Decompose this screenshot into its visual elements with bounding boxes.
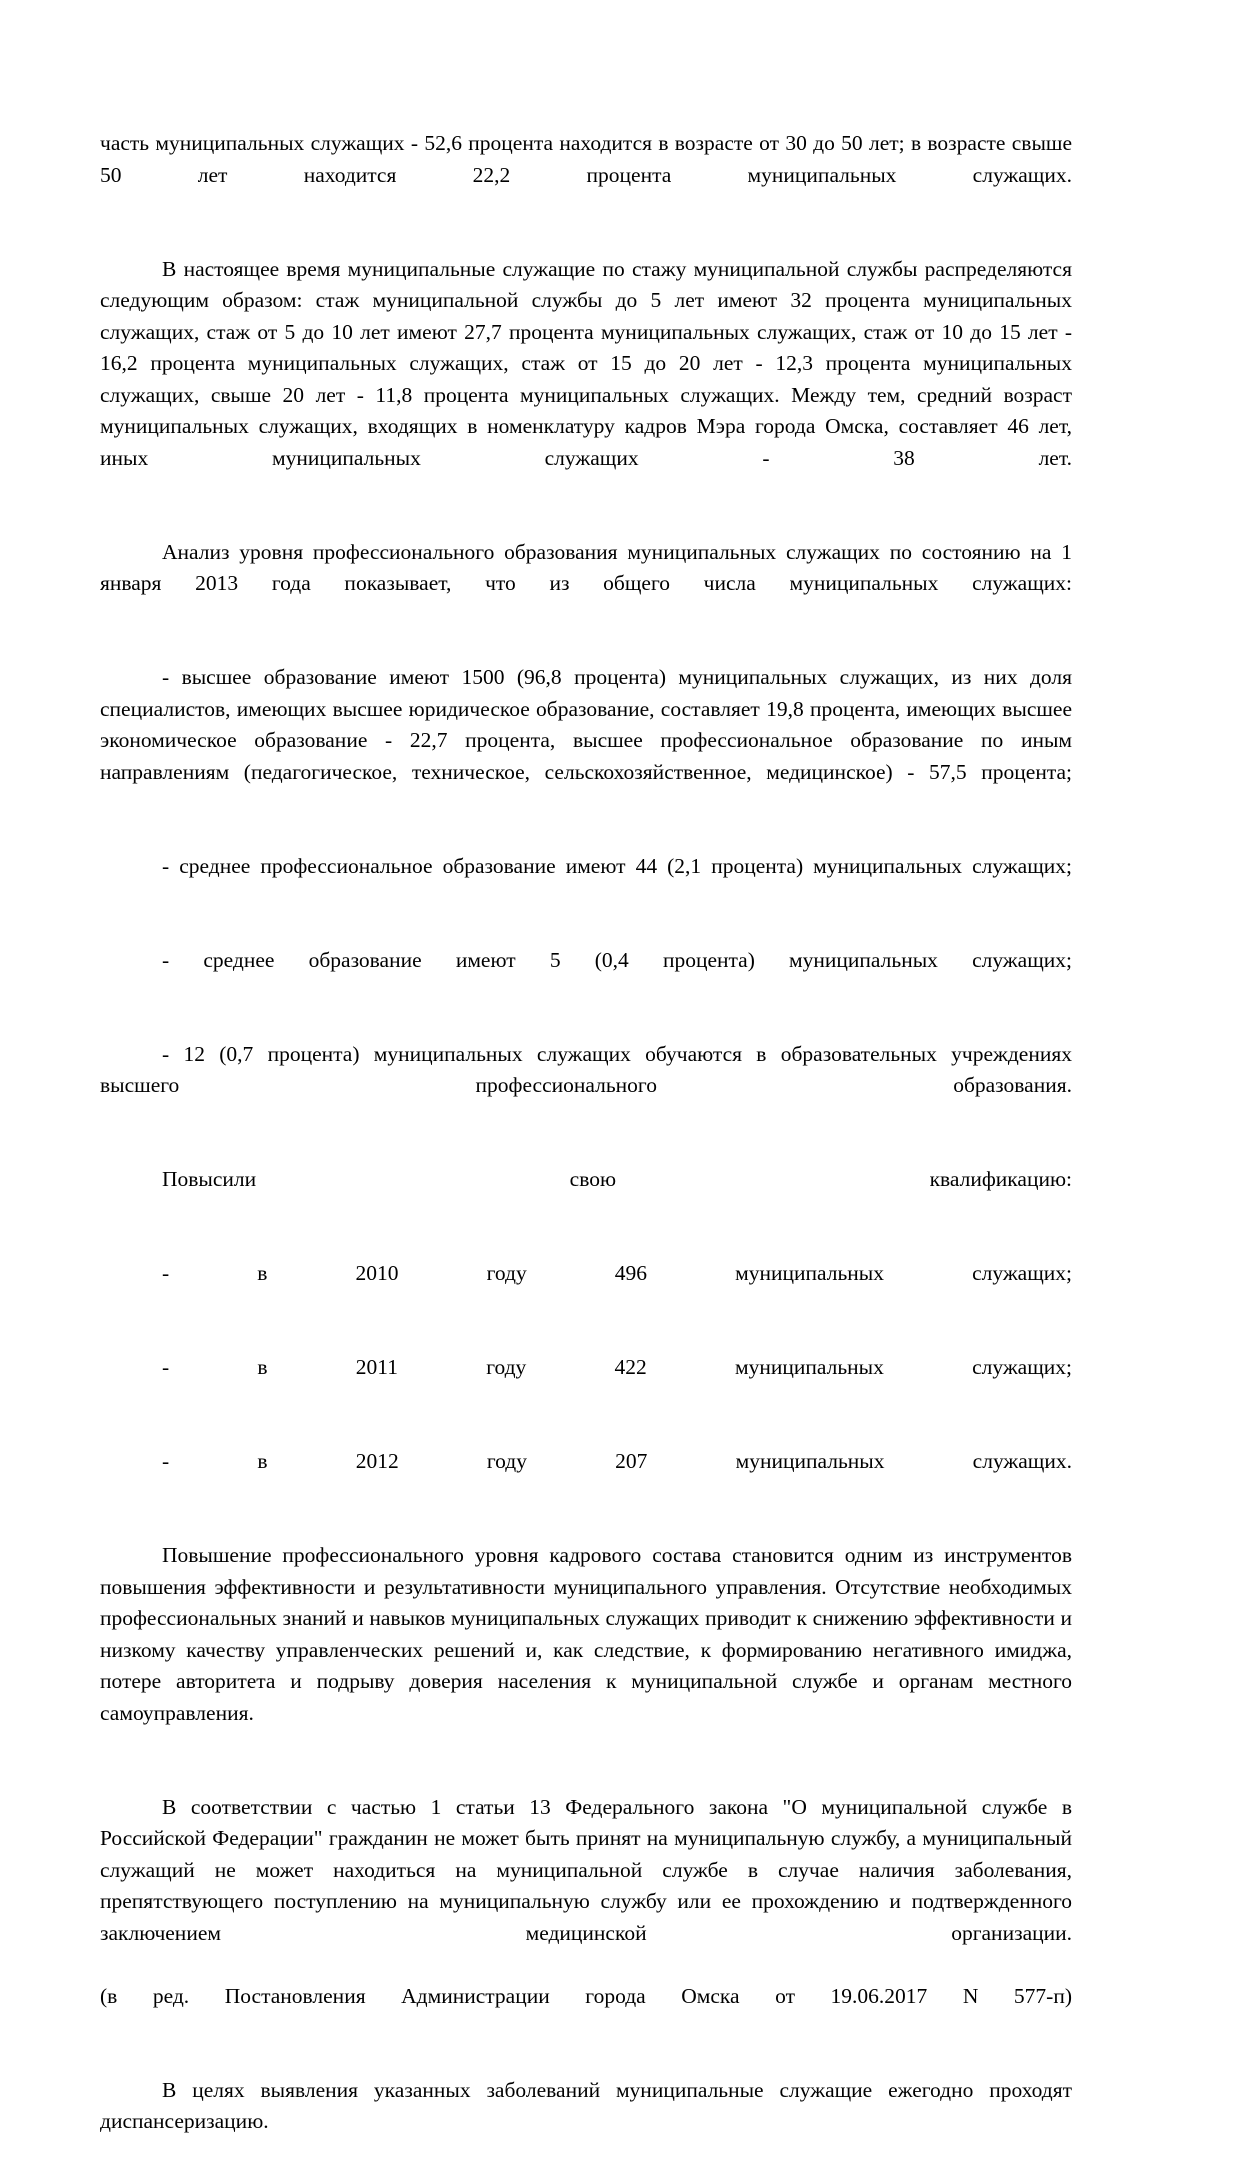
paragraph-secondary-education: - среднее образование имеют 5 (0,4 процента) муниципальных служащих; [100, 945, 1072, 1008]
paragraph-secondary-vocational-education: - среднее профессиональное образование имеют 44 (2,1 процента) муниципальных служащих; [100, 851, 1072, 914]
paragraph-qualification-2011: - в 2011 году 422 муниципальных служащих; [100, 1352, 1072, 1415]
paragraph-medical-examination: В целях выявления указанных заболеваний муниципальные служащие ежегодно проходят диспансеризацию. [100, 2075, 1072, 2169]
paragraph-studying-in-higher-education: - 12 (0,7 процента) муниципальных служащих обучаются в образовательных учреждениях высшего профессионального образования. [100, 1039, 1072, 1134]
paragraph-service-length: В настоящее время муниципальные служащие по стажу муниципальной службы распределяются следующим образом: стаж муниципальной службы до 5 лет имеют 32 процента муниципальных служащих, стаж от 5 до 10 лет имеют 27,7 процента муниципальных служащих, стаж от 10 до 15 лет - 16,2 процента муниципальных служащих, стаж от 15 до 20 лет - 12,3 процента муниципальных служащих, свыше 20 лет - 11,8 процента муниципальных служащих. Между тем, средний возраст муниципальных служащих, входящих в номенклатуру кадров Мэра города Омска, составляет 46 лет, иных муниципальных служащих - 38 лет. [100, 254, 1072, 506]
paragraph-federal-law-article-13: В соответствии с частью 1 статьи 13 Федерального закона "О муниципальной службе в Российской Федерации" гражданин не может быть принят на муниципальную службу, а муниципальный служащий не может находиться на муниципальной службе в случае наличия заболевания, препятствующего поступлению на муниципальную службу или ее прохождению и подтвержденного заключением медицинской организации. [100, 1792, 1072, 1981]
paragraph-amendment-note: (в ред. Постановления Администрации города Омска от 19.06.2017 N 577-п) [100, 1981, 1072, 2044]
paragraph-professional-level-improvement: Повышение профессионального уровня кадрового состава становится одним из инструментов повышения эффективности и результативности муниципального управления. Отсутствие необходимых профессиональных знаний и навыков муниципальных служащих приводит к снижению эффективности и низкому качеству управленческих решений и, как следствие, к формированию негативного имиджа, потере авторитета и подрыву доверия населения к муниципальной службе и органам местного самоуправления. [100, 1540, 1072, 1761]
paragraph-age-distribution-continuation: часть муниципальных служащих - 52,6 процента находится в возрасте от 30 до 50 лет; в возрасте свыше 50 лет находится 22,2 процента муниципальных служащих. [100, 128, 1072, 223]
paragraph-qualification-2012: - в 2012 году 207 муниципальных служащих. [100, 1446, 1072, 1509]
paragraph-higher-education: - высшее образование имеют 1500 (96,8 процента) муниципальных служащих, из них доля специалистов, имеющих высшее юридическое образование, составляет 19,8 процента, имеющих высшее экономическое образование - 22,7 процента, высшее профессиональное образование по иным направлениям (педагогическое, техническое, сельскохозяйственное, медицинское) - 57,5 процента; [100, 662, 1072, 820]
paragraph-qualification-2010: - в 2010 году 496 муниципальных служащих; [100, 1258, 1072, 1321]
document-body [100, 128, 1072, 2169]
paragraph-qualification-heading: Повысили свою квалификацию: [100, 1164, 1072, 1227]
paragraph-education-analysis: Анализ уровня профессионального образования муниципальных служащих по состоянию на 1 января 2013 года показывает, что из общего числа муниципальных служащих: [100, 537, 1072, 632]
